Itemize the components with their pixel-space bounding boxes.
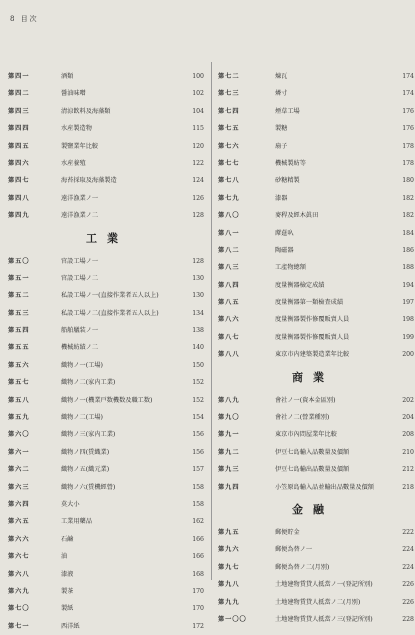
- entry-page: 124: [192, 177, 204, 185]
- entry-number: 第四一: [8, 73, 30, 80]
- toc-entry[interactable]: [218, 138, 414, 155]
- entry-number: 第四七: [8, 177, 30, 185]
- entry-page: 104: [192, 107, 204, 115]
- entry-title: 郵便為替ノ二(月別): [275, 563, 330, 571]
- entry-page: 140: [192, 344, 204, 352]
- toc-entry[interactable]: [218, 559, 414, 576]
- toc-entry[interactable]: [8, 479, 206, 496]
- entry-title: 郵便為替ノ一: [275, 546, 313, 554]
- toc-entry[interactable]: [218, 611, 414, 628]
- toc-entry[interactable]: [8, 392, 206, 409]
- toc-entry[interactable]: [8, 583, 206, 600]
- toc-entry[interactable]: [218, 541, 414, 558]
- toc-entry[interactable]: [218, 68, 414, 85]
- toc-entry[interactable]: [8, 618, 206, 635]
- entry-page: 122: [192, 159, 204, 167]
- toc-entry[interactable]: [8, 409, 206, 426]
- entry-number: 第五三: [8, 309, 30, 317]
- entry-number: 第四八: [8, 194, 30, 202]
- entry-number: 第八四: [218, 281, 240, 289]
- entry-title: 會社ノ一(資本金區別): [275, 396, 336, 404]
- entry-title: 酒類: [61, 73, 74, 80]
- toc-entry[interactable]: [218, 461, 414, 478]
- entry-number: 第五一: [8, 274, 30, 282]
- entry-title: 製茶: [61, 587, 74, 595]
- toc-entry[interactable]: [8, 253, 206, 270]
- entry-page: 222: [402, 528, 414, 536]
- toc-entry[interactable]: [8, 513, 206, 530]
- toc-entry[interactable]: [218, 479, 414, 496]
- entry-title: 麥稈及經木眞田: [275, 212, 319, 220]
- entry-number: 第六五: [8, 518, 30, 526]
- toc-entry[interactable]: [218, 329, 414, 346]
- entry-title: 漆液: [61, 570, 74, 578]
- entry-title: 扇子: [275, 142, 288, 150]
- toc-entry[interactable]: [218, 409, 414, 426]
- toc-entry[interactable]: [218, 346, 414, 363]
- entry-page: 170: [192, 587, 204, 595]
- entry-title: 工業用藥品: [61, 518, 92, 526]
- entry-title: 織物ノ三(家内工業): [61, 431, 116, 439]
- toc-entry[interactable]: [8, 566, 206, 583]
- entry-number: 第六六: [8, 535, 30, 543]
- toc-entry[interactable]: [218, 277, 414, 294]
- entry-number: 第四三: [8, 107, 30, 115]
- entry-number: 第八八: [218, 351, 240, 359]
- entry-number: 第八二: [218, 246, 240, 254]
- entry-page: 188: [402, 264, 414, 272]
- entry-number: 第五二: [8, 292, 30, 300]
- entry-page: 130: [192, 274, 204, 282]
- entry-title: 油: [61, 553, 68, 561]
- entry-number: 第九一: [218, 431, 240, 439]
- entry-page: 174: [402, 73, 414, 80]
- entry-title: 遠洋漁業ノ二: [61, 212, 99, 220]
- entry-number: 第八三: [218, 264, 240, 272]
- entry-number: 第七八: [218, 177, 240, 185]
- entry-number: 第九五: [218, 528, 240, 536]
- column-divider: [211, 62, 212, 580]
- toc-entry[interactable]: [8, 305, 206, 322]
- toc-entry[interactable]: [218, 103, 414, 120]
- entry-page: 126: [192, 194, 204, 202]
- entry-title: 度量衡器檢定成績: [275, 281, 325, 289]
- entry-page: 162: [192, 518, 204, 526]
- entry-title: 織物ノ五(織元業): [61, 466, 110, 474]
- entry-page: 176: [402, 107, 414, 115]
- entry-page: 197: [402, 299, 414, 307]
- entry-number: 第九八: [218, 581, 240, 589]
- entry-title: 船舶艤装ノ一: [61, 327, 99, 335]
- entry-page: 156: [192, 448, 204, 456]
- toc-entry[interactable]: [8, 531, 206, 548]
- entry-page: 204: [402, 414, 414, 422]
- entry-page: 184: [402, 229, 414, 237]
- entry-number: 第四九: [8, 212, 30, 220]
- entry-title: 遠洋漁業ノ一: [61, 194, 99, 202]
- toc-entry[interactable]: [218, 207, 414, 224]
- entry-title: 度量衡器製作修覆販賣人員: [275, 316, 350, 324]
- entry-number: 第六九: [8, 587, 30, 595]
- entry-page: 174: [402, 90, 414, 98]
- entry-title: 製鹽業年比較: [61, 142, 99, 150]
- entry-number: 第七〇: [8, 605, 30, 613]
- entry-number: 第一〇〇: [218, 615, 247, 623]
- entry-page: 178: [402, 142, 414, 150]
- toc-entry[interactable]: [8, 103, 206, 120]
- entry-title: 機械紡績ノ二: [61, 344, 99, 352]
- entry-number: 第六二: [8, 466, 30, 474]
- toc-entry[interactable]: [8, 548, 206, 565]
- entry-page: 208: [402, 431, 414, 439]
- entry-number: 第七九: [218, 194, 240, 202]
- entry-title: 私設工場ノ一(直接作業者五人以上): [61, 292, 159, 300]
- toc-entry[interactable]: [218, 392, 414, 409]
- entry-title: 製糖: [275, 125, 288, 133]
- entry-page: 168: [192, 570, 204, 578]
- entry-page: 130: [192, 292, 204, 300]
- entry-page: 200: [402, 351, 414, 359]
- entry-title: 莫大小: [61, 500, 80, 508]
- entry-number: 第七六: [218, 142, 240, 150]
- entry-title: 石鹼: [61, 535, 74, 543]
- entry-title: 水産製造物: [61, 125, 92, 133]
- entry-number: 第五八: [8, 396, 30, 404]
- entry-number: 第八五: [218, 299, 240, 307]
- entry-title: 織物ノ二(工場): [61, 414, 103, 422]
- entry-number: 第六三: [8, 483, 30, 491]
- entry-title: 伊豆七島輸入品數量及價額: [275, 448, 350, 456]
- entry-title: 醤油味噌: [61, 90, 86, 98]
- entry-number: 第九六: [218, 546, 240, 554]
- entry-page: 120: [192, 142, 204, 150]
- section-heading: 工業: [86, 231, 128, 245]
- entry-page: 210: [402, 448, 414, 456]
- entry-number: 第六七: [8, 553, 30, 561]
- toc-entry[interactable]: [218, 524, 414, 541]
- entry-page: 100: [192, 73, 204, 80]
- entry-page: 194: [402, 281, 414, 289]
- entry-title: 清涼飲料及海藻類: [61, 107, 111, 115]
- entry-number: 第五〇: [8, 257, 30, 265]
- entry-page: 166: [192, 535, 204, 543]
- entry-number: 第六八: [8, 570, 30, 578]
- toc-entry[interactable]: [8, 68, 206, 85]
- entry-page: 224: [402, 563, 414, 571]
- toc-entry[interactable]: [8, 270, 206, 287]
- entry-number: 第四六: [8, 159, 30, 167]
- entry-page: 186: [402, 246, 414, 254]
- entry-number: 第五六: [8, 361, 30, 369]
- entry-page: 128: [192, 257, 204, 265]
- entry-page: 158: [192, 500, 204, 508]
- toc-entry[interactable]: [218, 85, 414, 102]
- toc-entry[interactable]: [8, 600, 206, 617]
- entry-page: 172: [192, 622, 204, 630]
- entry-number: 第九七: [218, 563, 240, 571]
- toc-entry[interactable]: [8, 444, 206, 461]
- toc-entry[interactable]: [8, 85, 206, 102]
- entry-title: 機械製紡等: [275, 159, 306, 167]
- entry-number: 第八六: [218, 316, 240, 324]
- entry-number: 第七二: [218, 73, 240, 80]
- entry-number: 第九三: [218, 466, 240, 474]
- entry-title: 度量衡器製作修覆販賣人員: [275, 333, 350, 341]
- toc-entry[interactable]: [8, 461, 206, 478]
- entry-title: 私設工場ノ二(直接作業者五人以上): [61, 309, 159, 317]
- entry-page: 152: [192, 379, 204, 387]
- entry-number: 第七三: [218, 90, 240, 98]
- entry-page: 134: [192, 309, 204, 317]
- entry-page: 182: [402, 194, 414, 202]
- toc-entry[interactable]: [218, 190, 414, 207]
- entry-page: 180: [402, 177, 414, 185]
- left-column: [8, 68, 206, 635]
- toc-entry[interactable]: [8, 426, 206, 443]
- entry-page: 156: [192, 431, 204, 439]
- entry-number: 第五五: [8, 344, 30, 352]
- entry-title: 小笠原島輸入品並輸出品數量及價額: [275, 483, 374, 491]
- entry-page: 157: [192, 466, 204, 474]
- entry-page: 178: [402, 159, 414, 167]
- entry-page: 199: [402, 333, 414, 341]
- entry-number: 第八七: [218, 333, 240, 341]
- toc-entry[interactable]: [8, 339, 206, 356]
- entry-title: 會社ノ二(營業種別): [275, 414, 330, 422]
- entry-number: 第四五: [8, 142, 30, 150]
- entry-page: 170: [192, 605, 204, 613]
- toc-entry[interactable]: [8, 374, 206, 391]
- entry-page: 150: [192, 361, 204, 369]
- section-heading: 金融: [292, 502, 334, 516]
- entry-page: 154: [192, 414, 204, 422]
- entry-title: 東京市内建築製造業年比較: [275, 351, 350, 359]
- toc-entry[interactable]: [218, 576, 414, 593]
- entry-title: 官設工場ノ一: [61, 257, 99, 265]
- entry-title: 煙草工場: [275, 107, 300, 115]
- toc-entry[interactable]: [218, 594, 414, 611]
- toc-entry[interactable]: [218, 172, 414, 189]
- toc-entry[interactable]: [218, 259, 414, 276]
- entry-page: 226: [402, 598, 414, 606]
- toc-entry[interactable]: [8, 357, 206, 374]
- entry-number: 第九二: [218, 448, 240, 456]
- entry-number: 第五七: [8, 379, 30, 387]
- entry-page: 152: [192, 396, 204, 404]
- entry-page: 128: [192, 212, 204, 220]
- entry-page: 198: [402, 316, 414, 324]
- entry-title: 土地建物賃貸人抵當ノ三(登記所別): [275, 615, 373, 623]
- entry-page: 202: [402, 396, 414, 404]
- entry-number: 第九九: [218, 598, 240, 606]
- entry-title: 砂糖精製: [275, 177, 300, 185]
- entry-page: 115: [192, 125, 204, 133]
- entry-number: 第八九: [218, 396, 240, 404]
- entry-title: 度量衡器第一類檢査成績: [275, 299, 344, 307]
- toc-entry[interactable]: [8, 287, 206, 304]
- entry-page: 102: [192, 90, 204, 98]
- entry-page: 228: [402, 615, 414, 623]
- entry-title: 水産養殖: [61, 159, 86, 167]
- entry-page: 158: [192, 483, 204, 491]
- entry-title: 西洋紙: [61, 622, 80, 630]
- entry-number: 第五九: [8, 414, 30, 422]
- entry-page: 166: [192, 553, 204, 561]
- entry-title: 陶磁器: [275, 246, 294, 254]
- toc-entry[interactable]: [8, 138, 206, 155]
- entry-number: 第七五: [218, 125, 240, 133]
- toc-entry[interactable]: [8, 155, 206, 172]
- toc-entry[interactable]: [8, 172, 206, 189]
- entry-title: 蓆莚叺: [275, 229, 294, 237]
- entry-title: 織物ノ一(機業戸数機数及職工数): [61, 396, 153, 404]
- entry-title: 官設工場ノ二: [61, 274, 99, 282]
- entry-number: 第六〇: [8, 431, 30, 439]
- toc-entry[interactable]: [8, 120, 206, 137]
- entry-number: 第六四: [8, 500, 30, 508]
- toc-entry[interactable]: [218, 426, 414, 443]
- toc-entry[interactable]: [218, 120, 414, 137]
- entry-title: 伊豆七島輸出品數量及價額: [275, 466, 350, 474]
- entry-number: 第八〇: [218, 212, 240, 220]
- entry-number: 第八一: [218, 229, 240, 237]
- entry-title: 織物ノ六(賃機經營): [61, 483, 116, 491]
- toc-entry[interactable]: [218, 444, 414, 461]
- right-column: [218, 68, 414, 628]
- entry-title: 土地建物賃貸人抵當ノ二(月別): [275, 598, 361, 606]
- entry-number: 第七七: [218, 159, 240, 167]
- entry-page: 212: [402, 466, 414, 474]
- page-header: 8 目次: [10, 15, 39, 23]
- entry-title: 織物ノ四(賃織業): [61, 448, 110, 456]
- entry-title: 工產物總額: [275, 264, 306, 272]
- entry-page: 138: [192, 327, 204, 335]
- entry-number: 第五四: [8, 327, 30, 335]
- entry-number: 第九〇: [218, 414, 240, 422]
- section-heading: 商業: [292, 370, 334, 384]
- toc-entry[interactable]: [218, 225, 414, 242]
- entry-number: 第七四: [218, 107, 240, 115]
- toc-entry[interactable]: [218, 311, 414, 328]
- toc-entry[interactable]: [8, 190, 206, 207]
- entry-number: 第六一: [8, 448, 30, 456]
- entry-page: 176: [402, 125, 414, 133]
- entry-number: 第四四: [8, 125, 30, 133]
- toc-entry[interactable]: [218, 294, 414, 311]
- entry-title: 海苔採取及海藻製造: [61, 177, 117, 185]
- entry-title: 製紙: [61, 605, 74, 613]
- entry-page: 182: [402, 212, 414, 220]
- entry-title: 織物ノ二(家内工業): [61, 379, 116, 387]
- entry-title: 土地建物賃貸人抵當ノ一(登記所別): [275, 581, 373, 589]
- entry-title: 織物ノ一(工場): [61, 361, 103, 369]
- toc-entry[interactable]: [8, 207, 206, 224]
- entry-page: 218: [402, 483, 414, 491]
- toc-entry[interactable]: [8, 496, 206, 513]
- entry-title: 東京市內問屋業年比較: [275, 431, 337, 439]
- entry-page: 226: [402, 581, 414, 589]
- entry-page: 224: [402, 546, 414, 554]
- entry-number: 第七一: [8, 622, 30, 630]
- entry-title: 煉瓦: [275, 73, 288, 80]
- entry-title: 燐寸: [275, 90, 288, 98]
- toc-entry[interactable]: [8, 322, 206, 339]
- entry-title: 郵便貯金: [275, 528, 300, 536]
- toc-entry[interactable]: [218, 155, 414, 172]
- entry-number: 第九四: [218, 483, 240, 491]
- entry-title: 漆器: [275, 194, 288, 202]
- toc-entry[interactable]: [218, 242, 414, 259]
- entry-number: 第四二: [8, 90, 30, 98]
